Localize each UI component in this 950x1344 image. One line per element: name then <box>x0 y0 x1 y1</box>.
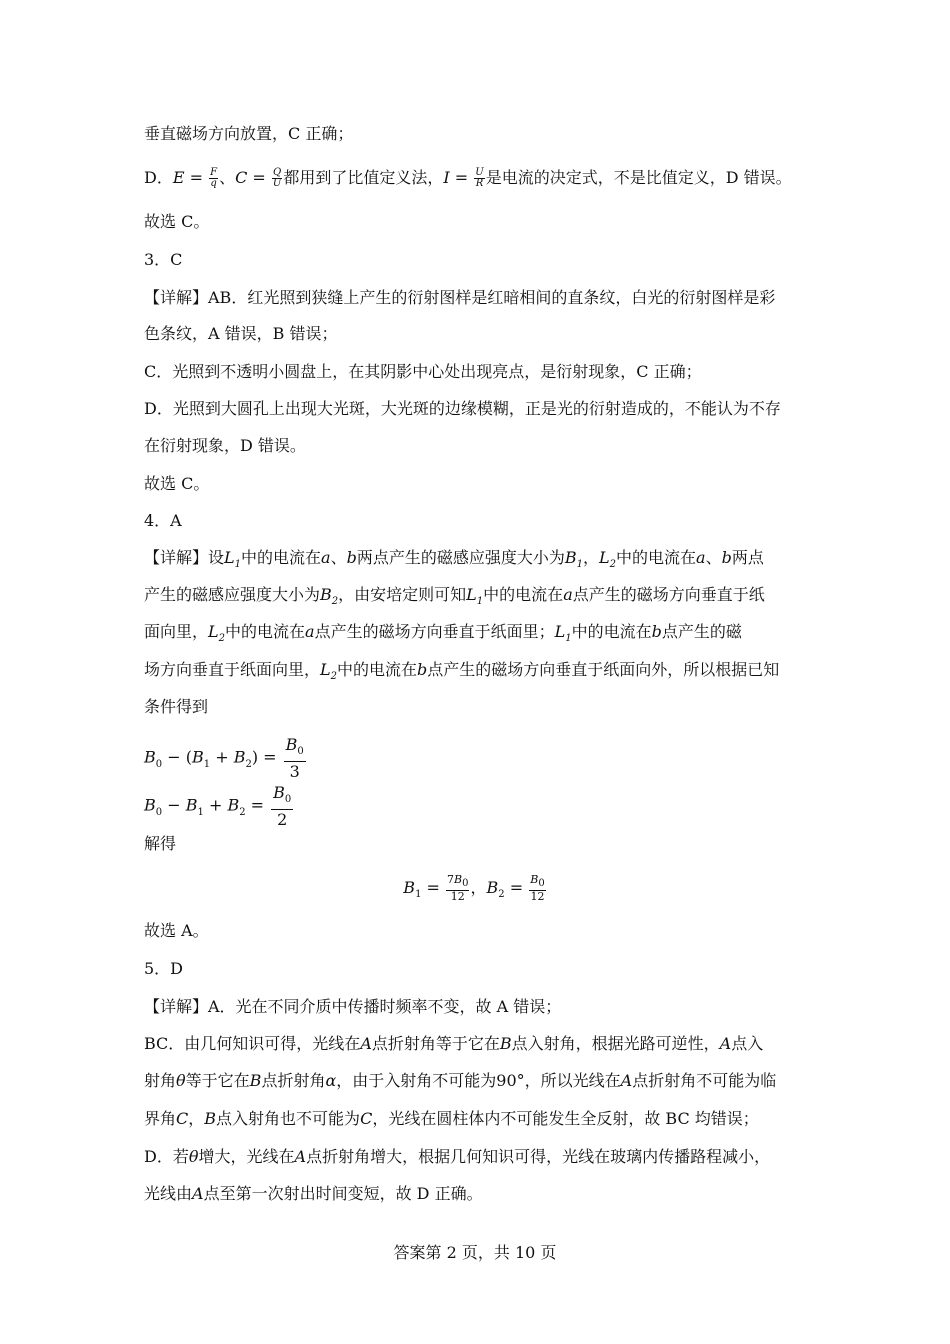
text-line: 故选 C。 <box>144 474 210 493</box>
text-line: 条件得到 <box>144 697 209 716</box>
text-line: 色条纹，A 错误，B 错误； <box>144 324 338 343</box>
text-line: BC．由几何知识可得，光线在A点折射角等于它在B点入射角，根据光路可逆性，A点入 <box>144 1034 764 1053</box>
text-line: 【详解】设$L_1$中的电流在a、b两点产生的磁感应强度大小为$B_1$，$L_2$中的电流在a、b两点 <box>144 548 764 571</box>
text-line: 场方向垂直于纸面向里，$L_2$中的电流在b点产生的磁场方向垂直于纸面向外，所以根据已知 <box>144 660 780 683</box>
equation-2: $B_0 - B_1 + B_2$ = $\frac{B_0}{2}$ <box>144 783 292 830</box>
text-line: 在衍射现象，D 错误。 <box>144 436 306 455</box>
text-line: 故选 A。 <box>144 921 209 940</box>
text-line: C．光照到不透明小圆盘上，在其阴影中心处出现亮点，是衍射现象，C 正确； <box>144 362 702 381</box>
text-line: 垂直磁场方向放置，C 正确； <box>144 124 354 143</box>
text-line-formulas: D．E = $\frac{F}{q}$ 、C = $\frac{Q}{U}$ 都用到了比值定义法，I = $\frac{U}{R}$ 是电流的决定式，不是比值定义，D 错误。 <box>144 167 792 189</box>
text-line: 故选 C。 <box>144 212 210 231</box>
question-number: 5．D <box>144 959 184 978</box>
text-line: 光线由A点至第一次射出时间变短，故 D 正确。 <box>144 1184 483 1203</box>
equation-1: $B_0 - (B_1 + B_2)$ = $\frac{B_0}{3}$ <box>144 735 304 782</box>
page-footer: 答案第 2 页，共 10 页 <box>393 1243 557 1262</box>
text-line: D．光照到大圆孔上出现大光斑，大光斑的边缘模糊，正是光的衍射造成的，不能认为不存 <box>144 399 781 418</box>
text-line: D．若θ增大，光线在A点折射角增大，根据几何知识可得，光线在玻璃内传播路程减小， <box>144 1147 771 1166</box>
text-line: 【详解】A．光在不同介质中传播时频率不变，故 A 错误； <box>144 997 562 1016</box>
text-line: 【详解】AB．红光照到狭缝上产生的衍射图样是红暗相间的直条纹，白光的衍射图样是彩 <box>144 288 776 307</box>
text-line: 界角C，B点入射角也不可能为C，光线在圆柱体内不可能发生全反射，故 BC 均错误； <box>144 1109 759 1128</box>
text-line: 射角θ等于它在B点折射角α，由于入射角不可能为90°，所以光线在A点折射角不可能为临 <box>144 1071 777 1090</box>
solution-equation: $B_1$ = $\frac{7B_0}{12}$ ，$B_2$ = $\frac{B_0}{12}$ <box>403 872 545 904</box>
question-number: 4．A <box>144 511 182 530</box>
text-line: 产生的磁感应强度大小为$B_2$，由安培定则可知$L_1$中的电流在a点产生的磁场方向垂直于纸 <box>144 585 765 608</box>
text-line: 面向里，$L_2$中的电流在a点产生的磁场方向垂直于纸面里；$L_1$中的电流在b点产生的磁 <box>144 622 742 645</box>
question-number: 3．C <box>144 250 183 269</box>
text-line: 解得 <box>144 834 177 853</box>
